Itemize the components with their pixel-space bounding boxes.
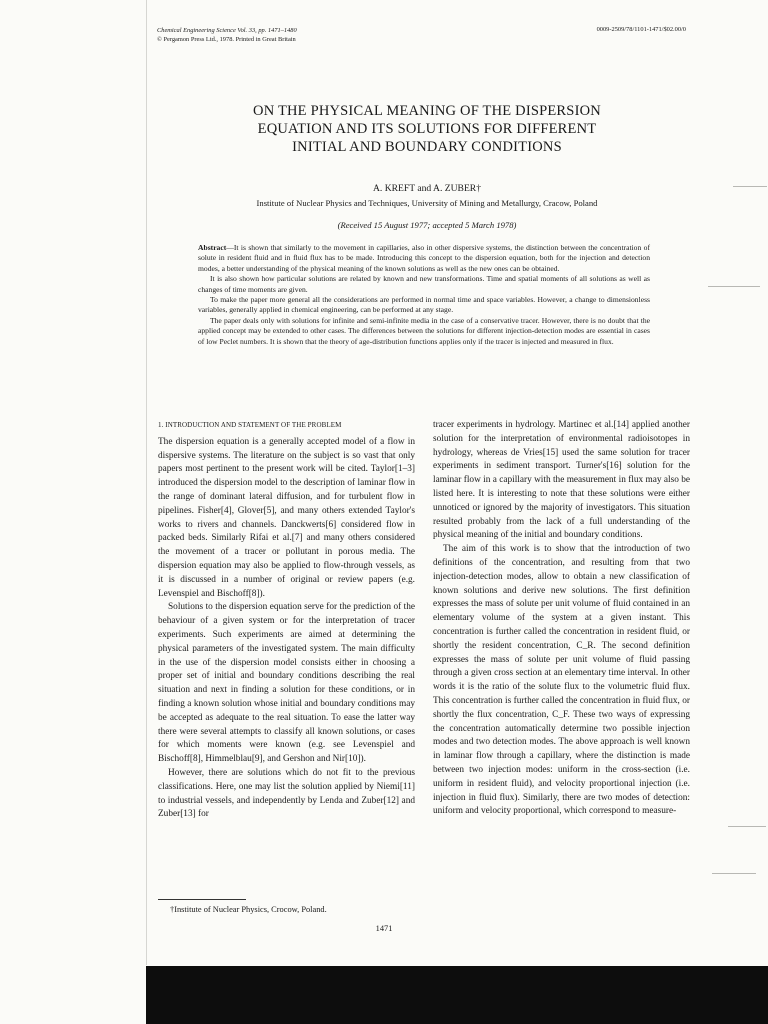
right-column [433, 419, 690, 819]
abstract-paragraph-1 [198, 243, 650, 274]
scan-edge-line [146, 0, 147, 965]
publisher-line: © Pergamon Press Ltd., 1978. Printed in Great Britain [157, 36, 296, 43]
scan-margin-mark [708, 286, 760, 287]
received-dates: (Received 15 August 1977; accepted 5 March 1978) [337, 220, 517, 230]
abstract-paragraph-4: The paper deals only with solutions for infinite and semi-infinite media in the case of a conservative tracer. However, there is no doubt that the applied concept may be extended to other cases. The differences between the solutions for different injection-detection modes are essential in cases of low Peclet numbers. It is shown that the theory of age-distribution functions applies only if the tracer is injected and measured in flux. [198, 315, 650, 346]
section-heading: 1. INTRODUCTION AND STATEMENT OF THE PROBLEM [158, 421, 342, 429]
footnote-divider [158, 899, 246, 900]
title-line-2: EQUATION AND ITS SOLUTIONS FOR DIFFERENT [257, 121, 597, 137]
scan-margin-mark [712, 873, 756, 874]
paper-title [150, 102, 704, 156]
abstract-paragraph-2: It is also shown how particular solutions are related by known and new transformations. Time and spatial moments of all solutions as well as changes of time moments are given. [198, 274, 650, 294]
journal-citation: Chemical Engineering Science Vol. 33, pp. 1471–1480 [157, 27, 297, 34]
body-paragraph: However, there are solutions which do not fit to the previous classifications. Here, one may list the solution applied by Niemi[11] to industrial vessels, and independently by Lenda and Zuber[12] and Zuber[13] for [158, 767, 415, 820]
abstract-text-1: —It is shown that similarly to the movement in capillaries, also in other dispersive systems, the distinction between the concentration of solute in resident fluid and in fluid flux has to be made. Introducing this concept to the dispersion equation, both for the injection and detection modes, a better understanding of the physical meaning of the known solutions as well as the new ones can be obtained. [198, 243, 650, 273]
scan-dark-band [146, 966, 768, 1024]
authors: A. KREFT and A. ZUBER† [372, 183, 482, 194]
body-paragraph: tracer experiments in hydrology. Martinec et al.[14] applied another solution for the interpretation of environmental radioisotopes in hydrology, whereas de Vries[15] used the same solution for tracer experiments in sediment transport. Turner's[16] solution for the laminar flow in a capillary with the measurement in flux may also be listed here. It is interesting to note that these solutions were either unnoticed or ignored by the majority of investigators. This situation resulted probably from the lack of a full understanding of the physical meaning of the initial and boundary conditions. [433, 420, 690, 541]
scan-margin-mark [728, 826, 766, 827]
body-paragraph: The dispersion equation is a generally accepted model of a flow in dispersive systems. The literature on the subject is so vast that only papers most pertinent to the present work will be cited. Taylor[1–3] introduced the dispersion model to the description of laminar flow in the range of dominant lateral diffusion, and for turbulent flow in pipelines. Fisher[4], Glover[5], and many others extended Taylor's works to rivers and channels. Danckwerts[6] considered flow in packed beds. Similarly Rifai et al.[7] and many others considered the movement of a tracer or pollutant in porous media. The dispersion equation may also be applied to flow-through vessels, as it is discussed in a number of original or review papers (e.g. Levenspiel and Bischoff[8]). [158, 436, 415, 599]
left-column [158, 419, 415, 822]
scan-margin-mark [733, 186, 767, 187]
title-line-1: ON THE PHYSICAL MEANING OF THE DISPERSION [253, 103, 601, 119]
body-paragraph: The aim of this work is to show that the introduction of two definitions of the concentration, and resulting from that two injection-detection modes, allow to obtain a new classification of known solutions and derive new solutions. The first definition expresses the mass of solute per unit volume of fluid contained in an elementary volume of the system at a given instant. This concentration is further called the concentration in resident fluid, or shortly the resident concentration, C_R. The second definition expresses the mass of solute per unit volume of fluid passing through a given cross section at an elementary time interval. In other words it is the ratio of the solute flux to the volumetric fluid flux. This concentration is further called the concentration in fluid flux, or shortly the flux concentration, C_F. These two ways of expressing the concentration automatically determine two possible injection modes and two detection modes. The above approach is well known in laminar flow through a capillary, where the distinction is made between two injection modes: uniform in the cross-section (i.e. uniform in resident fluid), and velocity proportional injection (i.e. injection in fluid flux). Similarly, there are two modes of detection: uniform and velocity proportional, which correspond to measure- [433, 544, 690, 817]
title-line-3: INITIAL AND BOUNDARY CONDITIONS [292, 139, 562, 155]
article-code: 0009-2509/78/1101-1471/$02.00/0 [596, 26, 686, 33]
footnote: †Institute of Nuclear Physics, Crocow, Poland. [170, 905, 327, 914]
abstract-label: Abstract [198, 243, 227, 252]
abstract-paragraph-3: To make the paper more general all the considerations are performed in normal time and space variables. However, a change to dimensionless variables, generally applied in chemical engineering, can be performed at any stage. [198, 295, 650, 315]
journal-header [157, 26, 297, 44]
affiliation: Institute of Nuclear Physics and Techniques, University of Mining and Metallurgy, Cracow, Poland [256, 198, 598, 208]
page-number: 1471 [375, 924, 393, 933]
abstract [198, 243, 650, 347]
body-paragraph: Solutions to the dispersion equation serve for the prediction of the behaviour of a given system or for the interpretation of tracer experiments. Such experiments are aimed at determining the physical parameters of the investigated system. The main difficulty in the use of the dispersion model consists either in choosing a proper set of initial and boundary conditions describing the real situation and next in finding a solution for these conditions, or in finding a known solution whose initial and boundary conditions may be accepted as adequate to the real situation. To ease the latter way there were several attempts to classify all known solutions, or cases for which moments were known (e.g. see Levenspiel and Bischoff[8], Himmelblau[9], and Gershon and Nir[10]). [158, 602, 415, 765]
